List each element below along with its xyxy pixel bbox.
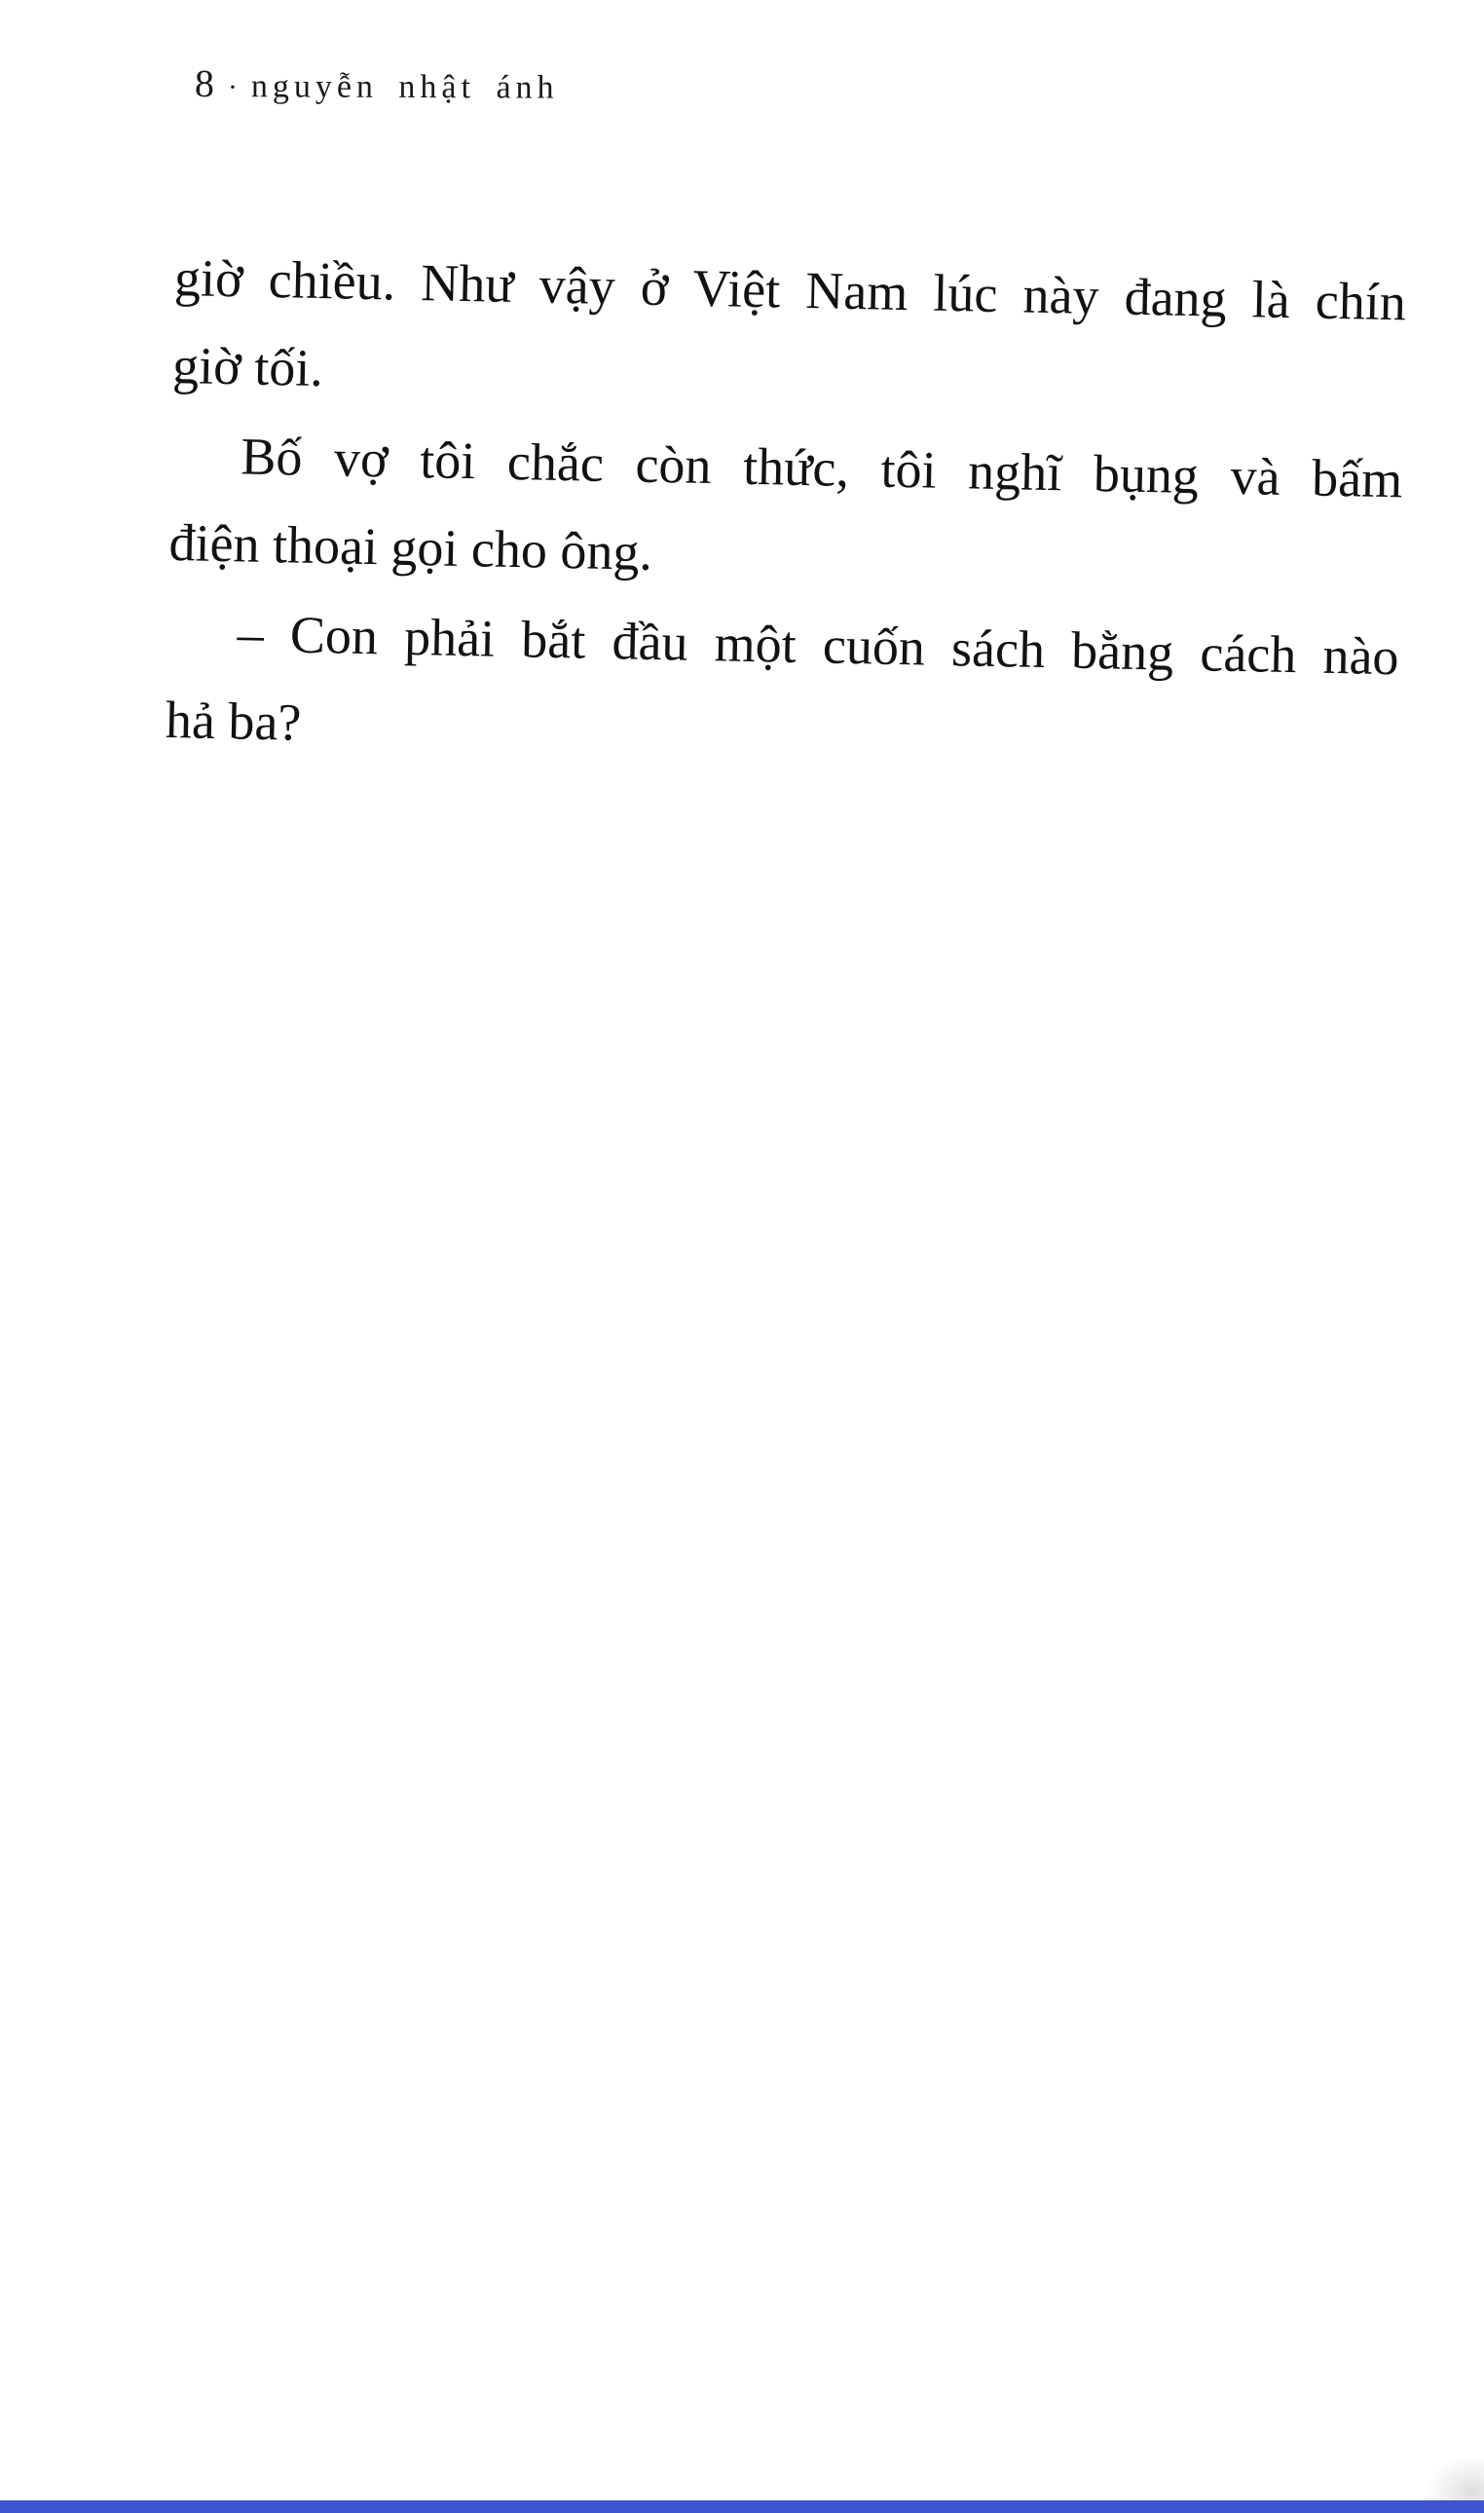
header-separator-dot: ·	[227, 71, 238, 104]
page-body-text	[165, 234, 1407, 790]
text-line: giờ chiều. Như vậy ở Việt Nam lúc này đang là chín	[173, 247, 1407, 332]
author-name: nguyễn nhật ánh	[250, 68, 559, 106]
paragraph	[168, 411, 1403, 611]
text-line: Bố vợ tôi chắc còn thức, tôi nghĩ bụng và bấm	[240, 427, 1403, 509]
paragraph	[171, 234, 1406, 433]
text-line: hả ba?	[165, 690, 302, 752]
running-header	[195, 60, 559, 108]
text-line: điện thoại gọi cho ông.	[168, 512, 653, 581]
paragraph	[165, 588, 1399, 788]
text-line: – Con phải bắt đầu một cuốn sách bằng cách nào	[237, 604, 1400, 687]
scan-smudge-artifact	[1426, 2455, 1484, 2503]
text-line: giờ tối.	[171, 335, 324, 398]
bottom-scan-edge-bar	[0, 2500, 1484, 2513]
page-number: 8	[194, 60, 214, 106]
